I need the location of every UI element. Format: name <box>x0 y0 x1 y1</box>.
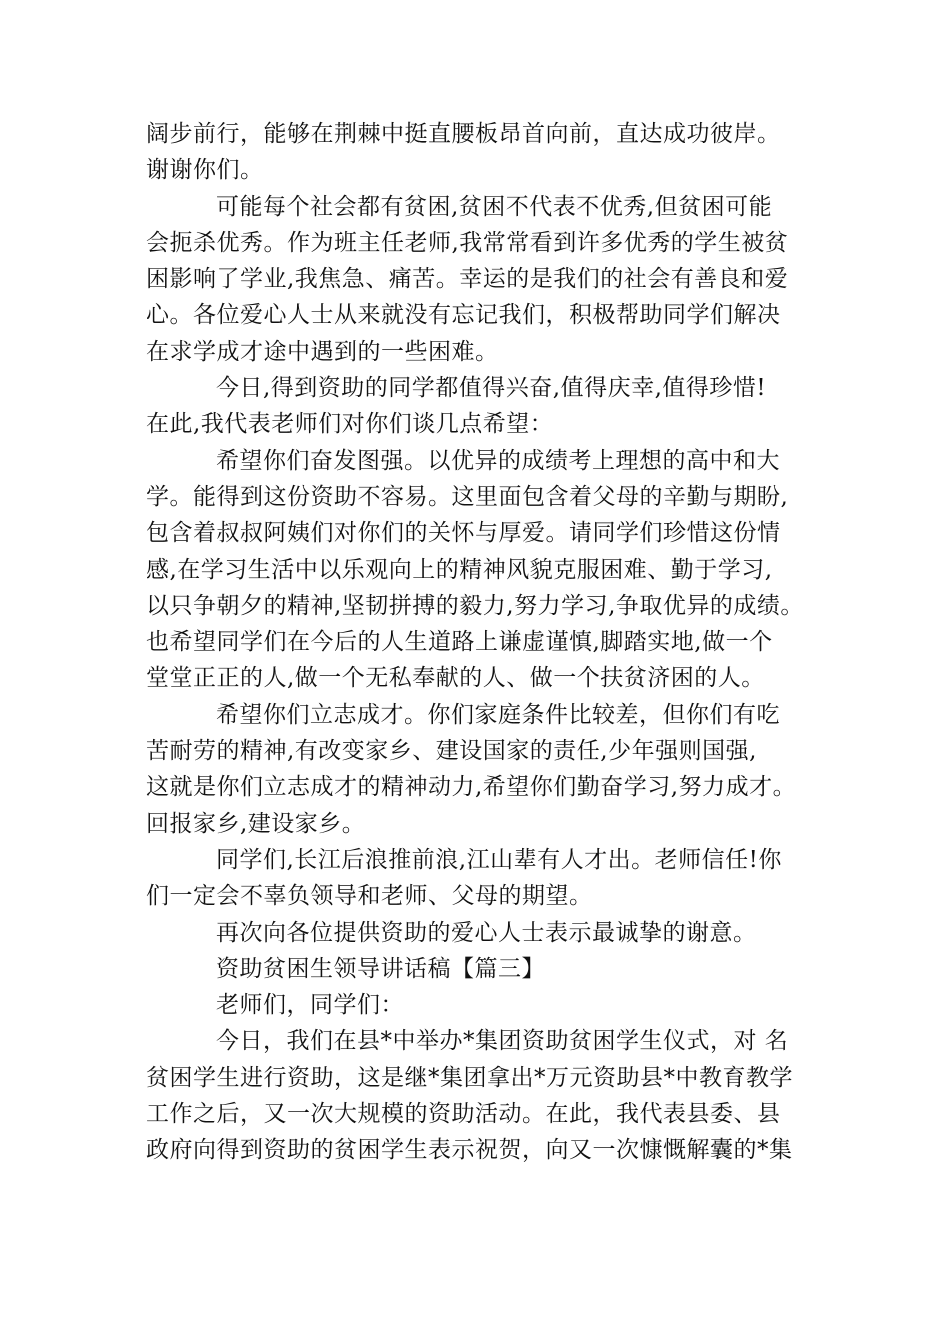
text-line: 以只争朝夕的精神,坚韧拼搏的毅力,努力学习,争取优异的成绩。 <box>146 592 804 619</box>
text-line: 阔步前行，能够在荆棘中挺直腰板昂首向前，直达成功彼岸。 <box>146 121 781 147</box>
text-line: 政府向得到资助的贫困学生表示祝贺，向又一次慷慨解囊的*集 <box>146 1137 793 1164</box>
text-line: 堂堂正正的人,做一个无私奉献的人、做一个扶贫济困的人。 <box>146 665 765 692</box>
text-line: 希望你们立志成才。你们家庭条件比较差，但你们有吃 <box>216 701 780 728</box>
text-line: 会扼杀优秀。作为班主任老师,我常常看到许多优秀的学生被贫 <box>146 229 789 256</box>
text-line: 感,在学习生活中以乐观向上的精神风貌克服困难、勤于学习, <box>146 556 773 583</box>
text-line: 回报家乡,建设家乡。 <box>146 810 366 837</box>
text-line: 这就是你们立志成才的精神动力,希望你们勤奋学习,努力成才。 <box>146 774 797 801</box>
text-line: 在求学成才途中遇到的一些困难。 <box>146 338 499 365</box>
text-line: 也希望同学们在今后的人生道路上谦虚谨慎,脚踏实地,做一个 <box>146 629 773 656</box>
text-line: 同学们,长江后浪推前浪,江山辈有人才出。老师信任!你 <box>216 846 782 873</box>
text-line: 贫困学生进行资助，这是继*集团拿出*万元资助县*中教育教学 <box>146 1064 793 1091</box>
text-line: 包含着叔叔阿姨们对你们的关怀与厚爱。请同学们珍惜这份情 <box>146 520 781 547</box>
text-line: 苦耐劳的精神,有改变家乡、建设国家的责任,少年强则国强, <box>146 738 757 765</box>
text-line: 再次向各位提供资助的爱心人士表示最诚挚的谢意。 <box>216 919 757 946</box>
text-line: 希望你们奋发图强。以优异的成绩考上理想的高中和大 <box>216 447 780 474</box>
text-line: 老师们，同学们： <box>216 992 404 1019</box>
document-body <box>146 116 836 1169</box>
text-line: 今日，我们在县*中举办*集团资助贫困学生仪式，对 名 <box>216 1028 789 1055</box>
text-line: 可能每个社会都有贫困,贫困不代表不优秀,但贫困可能 <box>216 193 773 220</box>
text-line: 今日,得到资助的同学都值得兴奋,值得庆幸,值得珍惜! <box>216 375 767 402</box>
text-line: 工作之后，又一次大规模的资助活动。在此，我代表县委、县 <box>146 1101 781 1128</box>
text-line: 学。能得到这份资助不容易。这里面包含着父母的辛勤与期盼, <box>146 483 789 510</box>
text-line: 资助贫困生领导讲话稿【篇三】 <box>216 955 545 982</box>
text-line: 在此,我代表老师们对你们谈几点希望： <box>146 411 554 438</box>
text-line: 谢谢你们。 <box>146 157 264 184</box>
text-line: 困影响了学业,我焦急、痛苦。幸运的是我们的社会有善良和爱 <box>146 266 789 293</box>
text-line: 心。各位爱心人士从来就没有忘记我们，积极帮助同学们解决 <box>146 302 781 329</box>
text-line: 们一定会不辜负领导和老师、父母的期望。 <box>146 883 593 910</box>
